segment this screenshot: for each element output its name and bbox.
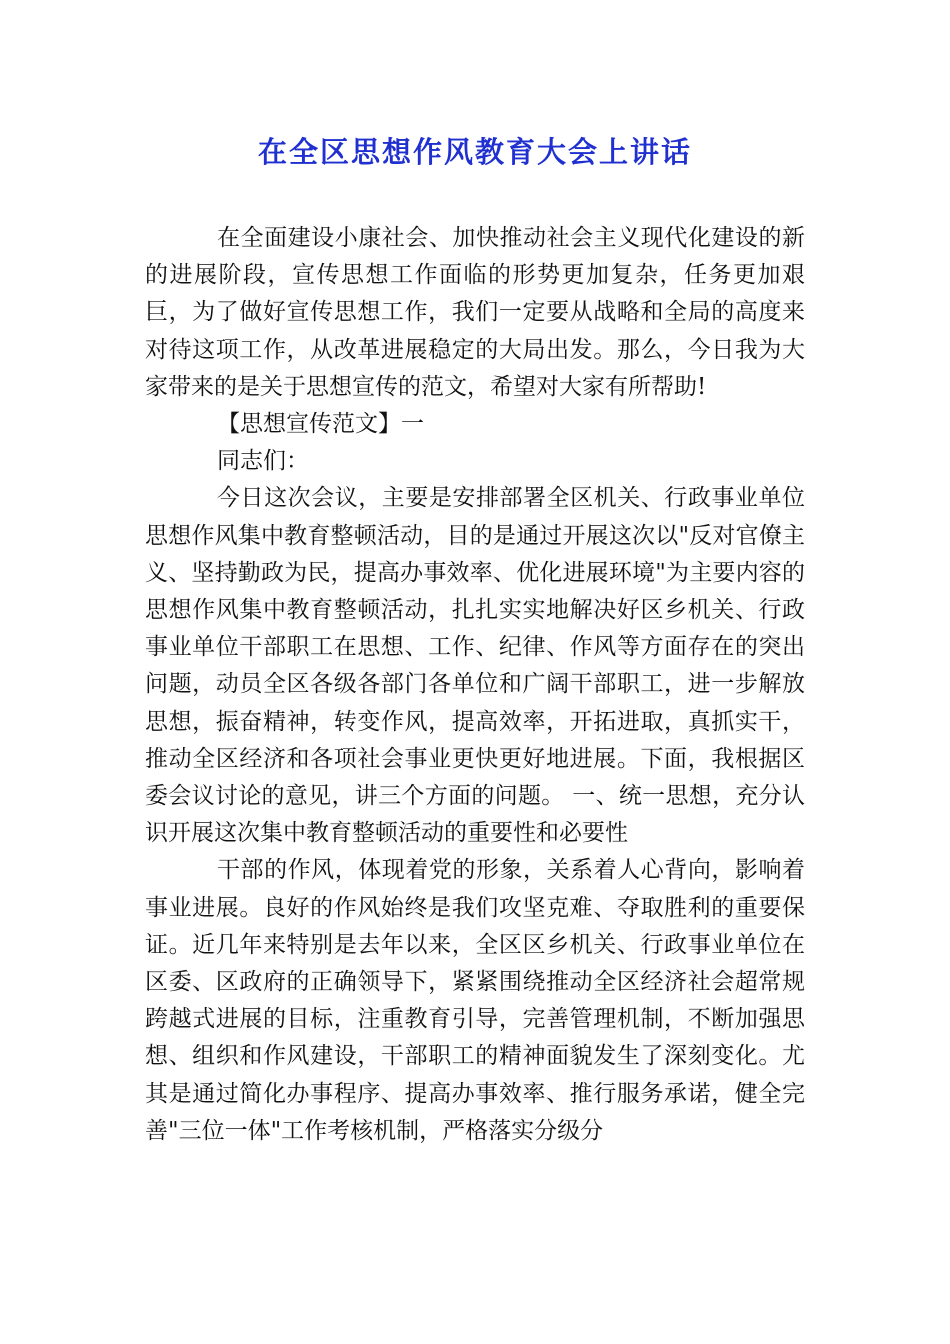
paragraph-section-heading: 【思想宣传范文】一 bbox=[217, 411, 424, 438]
paragraph-meeting-purpose: 今日这次会议，主要是安排部署全区机关、行政事业单位思想作风集中教育整顿活动，目的是通过开展这次以"反对官僚主义、坚持勤政为民，提高办事效率、优化进展环境"为主要内容的思想作风集中教育整顿活动，扎扎实实地解决好区乡机关、行政事业单位干部职工在思想、工作、纪律、作风等方面存在的突出问题，动员全区各级各部门各单位和广阔干部职工，进一步解放思想，振奋精神，转变作风，提高效率，开拓进取，真抓实干，推动全区经济和各项社会事业更快更好地进展。下面，我根据区委会议讨论的意见，讲三个方面的问题。 一、统一思想，充分认识开展这次集中教育整顿活动的重要性和必要性 bbox=[145, 485, 805, 847]
document-title: 在全区思想作风教育大会上讲话 bbox=[257, 135, 692, 169]
paragraph-intro: 在全面建设小康社会、加快推动社会主义现代化建设的新的进展阶段，宣传思想工作面临的形势更加复杂，任务更加艰巨，为了做好宣传思想工作，我们一定要从战略和全局的高度来对待这项工作，从改革进展稳定的大局出发。那么，今日我为大家带来的是关于思想宣传的范文，希望对大家有所帮助! bbox=[145, 225, 805, 400]
paragraph-salutation: 同志们： bbox=[217, 448, 309, 475]
document-body bbox=[145, 220, 805, 1150]
paragraph-cadre-style: 干部的作风，体现着党的形象，关系着人心背向，影响着事业进展。良好的作风始终是我们攻坚克难、夺取胜利的重要保证。近几年来特别是去年以来，全区区乡机关、行政事业单位在区委、区政府的正确领导下，紧紧围绕推动全区经济社会超常规跨越式进展的目标，注重教育引导，完善管理机制，不断加强思想、组织和作风建设，干部职工的精神面貌发生了深刻变化。尤其是通过简化办事程序、提高办事效率、推行服务承诺，健全完善"三位一体"工作考核机制，严格落实分级分 bbox=[145, 857, 805, 1144]
